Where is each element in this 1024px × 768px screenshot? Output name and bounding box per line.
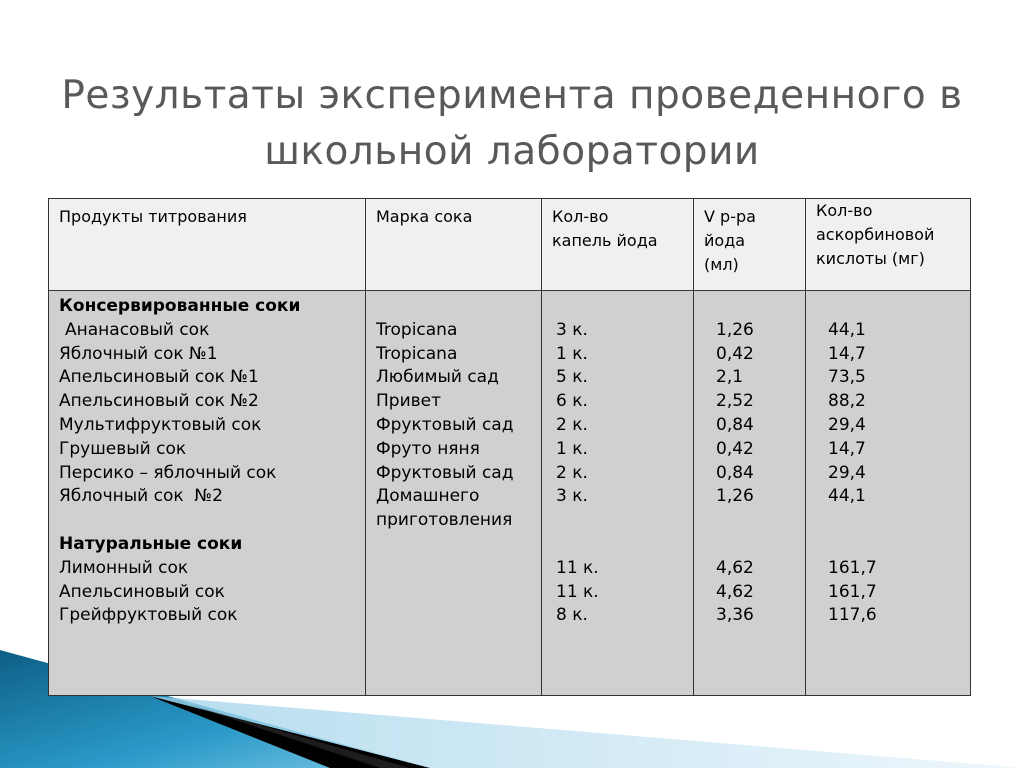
spacer: [552, 295, 683, 319]
drops-value: 1 к.: [556, 438, 588, 459]
spacer: [552, 533, 683, 557]
ascorbic-value: 14,7: [828, 343, 866, 364]
product-name: Апельсиновый сок №1: [59, 367, 259, 388]
spacer: [704, 295, 795, 319]
header-ascorbic: [806, 199, 971, 291]
volume-value: 0,84: [716, 462, 754, 483]
column-drops: [542, 291, 694, 696]
slide-title: [0, 68, 1024, 180]
product-name: Грейфруктовый сок: [59, 605, 238, 626]
product-name: Яблочный сок №1: [59, 343, 218, 364]
ascorbic-value: 29,4: [828, 462, 866, 483]
drops-value: 5 к.: [556, 367, 588, 388]
drops-value: 11 к.: [556, 581, 599, 602]
brand-name: Фруктовый сад: [376, 462, 514, 483]
volume-value: 2,1: [716, 367, 744, 388]
drops-value: 11 к.: [556, 557, 599, 578]
spacer: [376, 295, 531, 319]
header-ascorbic-text: Кол-во аскорбиновой кислоты (мг): [816, 201, 935, 268]
drops-value: 6 к.: [556, 391, 588, 412]
group-label-canned: Консервированные соки: [59, 296, 301, 316]
slide-title-line-1: Результаты эксперимента проведенного в: [61, 73, 963, 118]
brand-name: Tropicana: [376, 343, 458, 364]
volume-value: 2,52: [716, 391, 754, 412]
drops-value: 8 к.: [556, 605, 588, 626]
ascorbic-value: 161,7: [828, 581, 877, 602]
table-body-row: [49, 291, 971, 696]
volume-value: 1,26: [716, 319, 754, 340]
ascorbic-value: 161,7: [828, 557, 877, 578]
product-name: Персико – яблочный сок: [59, 462, 277, 483]
header-volume: [694, 199, 806, 291]
ascorbic-value: 29,4: [828, 414, 866, 435]
column-brands: [366, 291, 542, 696]
product-name: Апельсиновый сок: [59, 581, 225, 602]
ascorbic-value: 44,1: [828, 319, 866, 340]
drops-value: 1 к.: [556, 343, 588, 364]
product-name: Лимонный сок: [59, 557, 189, 578]
spacer: [59, 509, 355, 533]
column-volume: [694, 291, 806, 696]
product-name: Апельсиновый сок №2: [59, 391, 259, 412]
ascorbic-value: 14,7: [828, 438, 866, 459]
volume-value: 0,84: [716, 414, 754, 435]
drops-value: 2 к.: [556, 414, 588, 435]
product-name: Мультифруктовый сок: [59, 414, 262, 435]
brand-name: Привет: [376, 391, 442, 412]
spacer: [816, 533, 960, 557]
header-drops-text: Кол-во капель йода: [552, 207, 658, 250]
spacer: [704, 509, 795, 533]
volume-value: 4,62: [716, 581, 754, 602]
brand-name: Домашнего приготовления: [376, 486, 513, 531]
table-header-row: [49, 199, 971, 291]
group-label-natural: Натуральные соки: [59, 533, 243, 554]
header-product-text: Продукты титрования: [59, 207, 247, 226]
ascorbic-value: 44,1: [828, 486, 866, 507]
header-drops: [542, 199, 694, 291]
volume-value: 0,42: [716, 438, 754, 459]
product-name: Яблочный сок №2: [59, 486, 223, 507]
product-name: Грушевый сок: [59, 438, 187, 459]
brand-name: Фруто няня: [376, 438, 480, 459]
drops-value: 2 к.: [556, 462, 588, 483]
drops-value: 3 к.: [556, 486, 588, 507]
spacer: [552, 509, 683, 533]
ascorbic-value: 88,2: [828, 391, 866, 412]
brand-name: Tropicana: [376, 319, 458, 340]
header-brand-text: Марка сока: [376, 207, 473, 226]
results-table: [48, 198, 971, 696]
column-products: [49, 291, 366, 696]
brand-name: Любимый сад: [376, 367, 499, 388]
spacer: [704, 533, 795, 557]
volume-value: 3,36: [716, 605, 754, 626]
volume-value: 0,42: [716, 343, 754, 364]
spacer: [816, 509, 960, 533]
volume-value: 4,62: [716, 557, 754, 578]
product-name: Ананасовый сок: [65, 319, 210, 340]
slide-title-line-2: школьной лаборатории: [264, 129, 760, 174]
header-brand: [366, 199, 542, 291]
ascorbic-value: 73,5: [828, 367, 866, 388]
drops-value: 3 к.: [556, 319, 588, 340]
column-ascorbic: [806, 291, 971, 696]
ascorbic-value: 117,6: [828, 605, 877, 626]
header-product: [49, 199, 366, 291]
brand-name: Фруктовый сад: [376, 414, 514, 435]
spacer: [816, 295, 960, 319]
header-volume-text: V р-ра йода (мл): [704, 207, 756, 274]
volume-value: 1,26: [716, 486, 754, 507]
